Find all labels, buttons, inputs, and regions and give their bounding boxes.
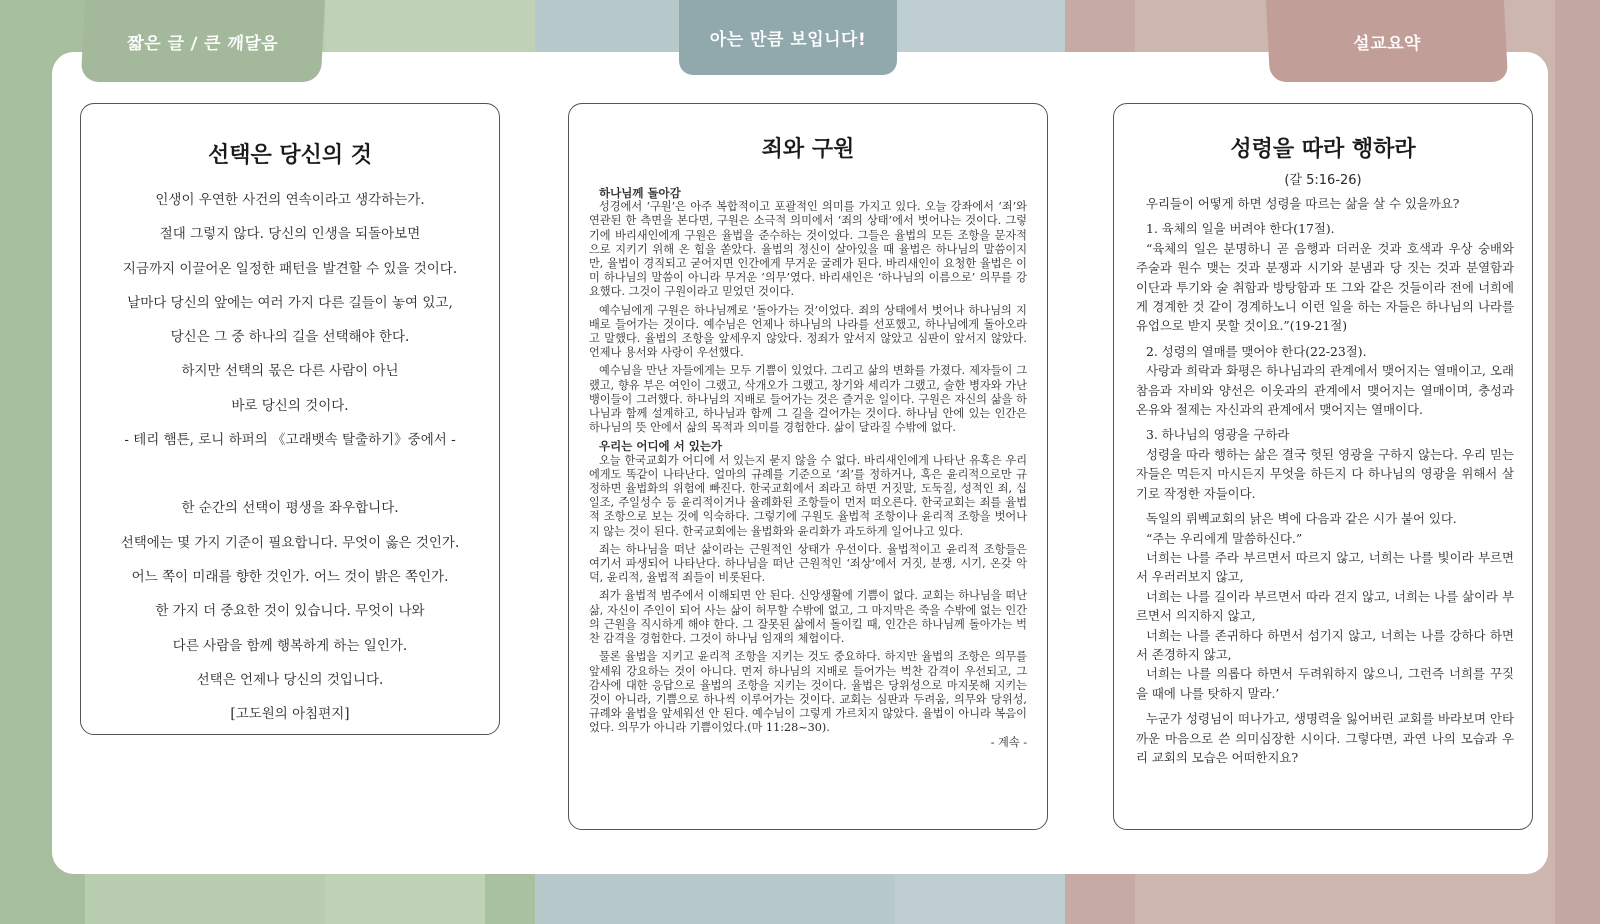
tab-short-writing <box>81 0 325 82</box>
paragraph: 누군가 성령님이 떠나가고, 생명력을 잃어버린 교회를 바라보며 안타까운 마음으로 쓴 의미심장한 시이다. 그렇다면, 과연 나의 모습과 우리 교회의 모습은 어떠한지요? <box>1136 711 1514 765</box>
scripture-reference: (갈 5:16-26) <box>1284 173 1362 188</box>
paragraph: 예수님을 만난 자들에게는 모두 기쁨이 있었다. 그리고 삶의 변화를 가졌다. 제자들이 그랬고, 향유 부은 여인이 그랬고, 삭개오가 그랬고, 창기와 세리가 그랬고, 술한 병자와 가난뱅이들이 그러했다. 하나님의 지배로 들어가는 것은 즐거운 일이다. 구원은 자신의 삶을 하나님과 함께 설계하고, 하나님과 함께 그 길을 걸어가는 것이다. 하나님 안에 있는 인간은 하나님의 뜻 안에서 삶의 목적과 의미를 경험한다. 삶이 달라질 수밖에 없다. <box>589 364 1027 435</box>
quote-line: “주는 우리에게 말씀하신다.” <box>1146 530 1303 546</box>
text-line: 한 순간의 선택이 평생을 좌우합니다. <box>181 500 399 517</box>
text-line: 선택에는 몇 가지 기준이 필요합니다. 무엇이 옳은 것인가. <box>120 534 460 551</box>
paragraph: 성령을 따라 행하는 삶은 결국 헛된 영광을 구하지 않는다. 우리 믿는 자들은 먹든지 마시든지 무엇을 하든지 다 하나님의 영광을 위해서 살기로 작정한 자들이다. <box>1136 446 1514 501</box>
article-title: 선택은 당신의 것 <box>207 143 373 168</box>
point-heading: 3. 하나님의 영광을 구하라 <box>1146 427 1290 443</box>
quote-line: 너희는 나를 존귀하다 하면서 섬기지 않고, 너희는 나를 강하다 하면서 존경하지 않고, <box>1136 627 1514 662</box>
continued-label: - 계속 - <box>990 735 1027 749</box>
right-article-panel <box>1113 103 1533 830</box>
tab-knowledge <box>679 0 897 75</box>
tab-label: 짧은 글 / 큰 깨달음 <box>126 33 279 54</box>
paragraph: 사랑과 희락과 화평은 하나님과의 관계에서 맺어지는 열매이고, 오래 참음과 자비와 양선은 이웃과의 관계에서 맺어지는 열매이며, 충성과 온유와 절제는 자신과의 관계에서 맺어지는 열매이다. <box>1136 363 1514 418</box>
paragraph: 죄가 율법적 범주에서 이해되면 안 된다. 신앙생활에 기쁨이 없다. 교회는 하나님을 떠난 삶, 자신이 주인이 되어 사는 삶이 허무할 수밖에 없고, 그 마지막은 죽을 수밖에 없는 인간의 근원을 직시하게 해야 한다. 그 잘못된 삶에서 돌이킬 때, 인간은 하나님께 돌아가는 벅찬 감격을 경험한다. 그것이 하나님 임재의 체험이다. <box>589 589 1027 646</box>
paragraph: 예수님에게 구원은 하나님께로 ‘돌아가는 것’이었다. 죄의 상태에서 벗어나 하나님의 지배로 들어가는 것이다. 예수님은 언제나 하나님의 나라를 선포했고, 하나님에게 돌아오라고 말했다. 율법의 조항을 앞세우지 않았다. 정죄가 앞서지 않았고 심판이 앞서지 않았다. 언제나 용서와 사랑이 우선했다. <box>589 303 1027 360</box>
article-title: 죄와 구원 <box>761 137 855 162</box>
quote-line: 너희는 나를 주라 부르면서 따르지 않고, 너희는 나를 빛이라 부르면서 우러러보지 않고, <box>1136 549 1514 585</box>
article-title: 성령을 따라 행하라 <box>1230 137 1416 162</box>
point-heading: 2. 성령의 열매를 맺어야 한다(22-23절). <box>1146 343 1367 359</box>
text-line: 어느 쪽이 미래를 향한 것인가. 어느 것이 밝은 쪽인가. <box>131 568 449 585</box>
article-body <box>1136 194 1514 773</box>
paragraph: “육체의 일은 분명하니 곧 음행과 더러운 것과 호색과 우상 숭배와 주술과 원수 맺는 것과 분쟁과 시기와 분냄과 당 짓는 것과 분열함과 이단과 투기와 술 취함과 방탕함과 또 그와 같은 것들이라 전에 너희에게 경계한 것 같이 경계하노니 이런 일을 하는 자들은 하나님의 나라를 유업으로 받지 못할 것이요.”(19-21절) <box>1136 240 1514 334</box>
text-line: 바로 당신의 것이다. <box>231 397 349 414</box>
text-line: 인생이 우연한 사건의 연속이라고 생각하는가. <box>155 192 425 208</box>
text-line: 선택은 언제나 당신의 것입니다. <box>196 671 384 688</box>
source-line: [고도원의 아침편지] <box>230 706 350 723</box>
text-line: 한 가지 더 중요한 것이 있습니다. 무엇이 나와 <box>155 603 425 620</box>
point-heading: 1. 육체의 일을 버려야 한다(17절). <box>1146 221 1335 237</box>
text-line: 당신은 그 중 하나의 길을 선택해야 한다. <box>170 329 410 346</box>
paragraph: 오늘 한국교회가 어디에 서 있는지 묻지 않을 수 없다. 바리새인에게 나타난 유혹은 우리에게도 똑같이 나타난다. 얼마의 규례를 기준으로 ‘죄’를 정하거나, 혹은 윤리적으로만 규정하면 율법화의 위험에 빠진다. 한국교회에서 죄라고 하면 거짓말, 도둑질, 성적인 죄, 십일조, 주일성수 등 윤리적이거나 율례화된 조항들이 먼저 떠오른다. 한국교회는 죄를 율법적 조항으로 보는 것에 익숙하다. 그렇기에 구원도 율법적 조항이나 윤리적 조항을 벗어나지 않는 것이 된다. 한국교회에는 율법화와 윤리화가 과도하게 일어나고 있다. <box>589 453 1027 538</box>
article-body <box>589 184 1027 750</box>
paragraph: 우리들이 어떻게 하면 성령을 따르는 삶을 살 수 있을까요? <box>1146 196 1460 211</box>
section-heading: 우리는 어디에 서 있는가 <box>599 439 723 454</box>
paragraph: 독일의 뤼벡교회의 낡은 벽에 다음과 같은 시가 붙어 있다. <box>1146 511 1457 527</box>
quote-line: 너희는 나를 길이라 부르면서 따라 걷지 않고, 너희는 나를 삶이라 부르면서 의지하지 않고, <box>1136 588 1514 624</box>
section-heading: 하나님께 돌아감 <box>599 186 681 200</box>
source-line: - 테리 햄튼, 로니 하퍼의 《고래뱃속 탈출하기》중에서 - <box>124 432 456 449</box>
tab-label: 설교요약 <box>1352 33 1422 54</box>
paragraph: 성경에서 ‘구원’은 아주 복합적이고 포괄적인 의미를 가지고 있다. 오늘 강좌에서 ‘죄’와 연관된 한 측면을 본다면, 구원은 소극적 의미에서 ‘죄의 상태’에서 벗어나는 것이다. 그렇기에 바리새인에게 구원은 율법을 준수하는 것이었다. 그들은 율법의 모든 조항을 문자적으로 지키기 위해 온 힘을 쏟았다. 율법의 정신이 살아있을 때 율법은 하나님의 말씀이지만, 율법이 경직되고 굳어지면 인간에게 무거운 굴레가 된다. 바리새인이 요청한 율법은 이미 하나님의 말씀이 아니라 무거운 ‘의무’였다. 바리새인은 ‘하나님의 이름으로’ 의무를 강요했다. 그것이 구원이라고 믿었던 것이다. <box>589 200 1027 299</box>
text-line: 날마다 당신의 앞에는 여러 가지 다른 길들이 놓여 있고, <box>127 294 453 311</box>
background-strip <box>1555 0 1600 924</box>
tab-sermon-summary <box>1266 0 1508 82</box>
background-strip <box>485 870 535 924</box>
text-line: 지금까지 이끌어온 일정한 패턴을 발견할 수 있을 것이다. <box>122 260 458 277</box>
paragraph: 물론 율법을 지키고 윤리적 조항을 지키는 것도 중요하다. 하지만 율법의 조항은 의무를 앞세워 강요하는 것이 아니다. 먼저 하나님의 지배로 들어가는 벅찬 감격이 우선되고, 그 감사에 대한 응답으로 율법의 조항을 지키는 것이다. 율법은 당위성으로 마지못해 지키는 것이 아니라, 기쁨으로 하나씩 이루어가는 것이다. 교회는 심판과 두려움, 의무와 당위성, 규례와 율법을 앞세워선 안 된다. 예수님이 그렇게 가르치지 않았다. 율법이 아니라 복음이었다. 의무가 아니라 기쁨이었다.(마 11:28~30). <box>589 650 1027 735</box>
left-article-panel <box>80 103 500 735</box>
paragraph: 죄는 하나님을 떠난 삶이라는 근원적인 상태가 우선이다. 율법적이고 윤리적 조항들은 여기서 파생되어 나타난다. 하나님을 떠난 근원적인 ‘죄상’에서 거짓, 분쟁, 시기, 온갖 악덕, 윤리적, 율법적 죄들이 비롯된다. <box>589 542 1027 585</box>
text-line: 다른 사람을 함께 행복하게 하는 일인가. <box>172 637 408 654</box>
center-article-panel <box>568 103 1048 830</box>
text-line: 하지만 선택의 몫은 다른 사람이 아닌 <box>181 363 399 380</box>
text-line: 절대 그렇지 않다. 당신의 인생을 되돌아보면 <box>159 226 421 243</box>
quote-line: 너희는 나를 의롭다 하면서 두려워하지 않으니, 그런즉 너희를 꾸짖을 때에 나를 탓하지 말라.’ <box>1136 666 1514 701</box>
article-body <box>81 183 499 731</box>
tab-label: 아는 만큼 보입니다! <box>709 30 867 50</box>
